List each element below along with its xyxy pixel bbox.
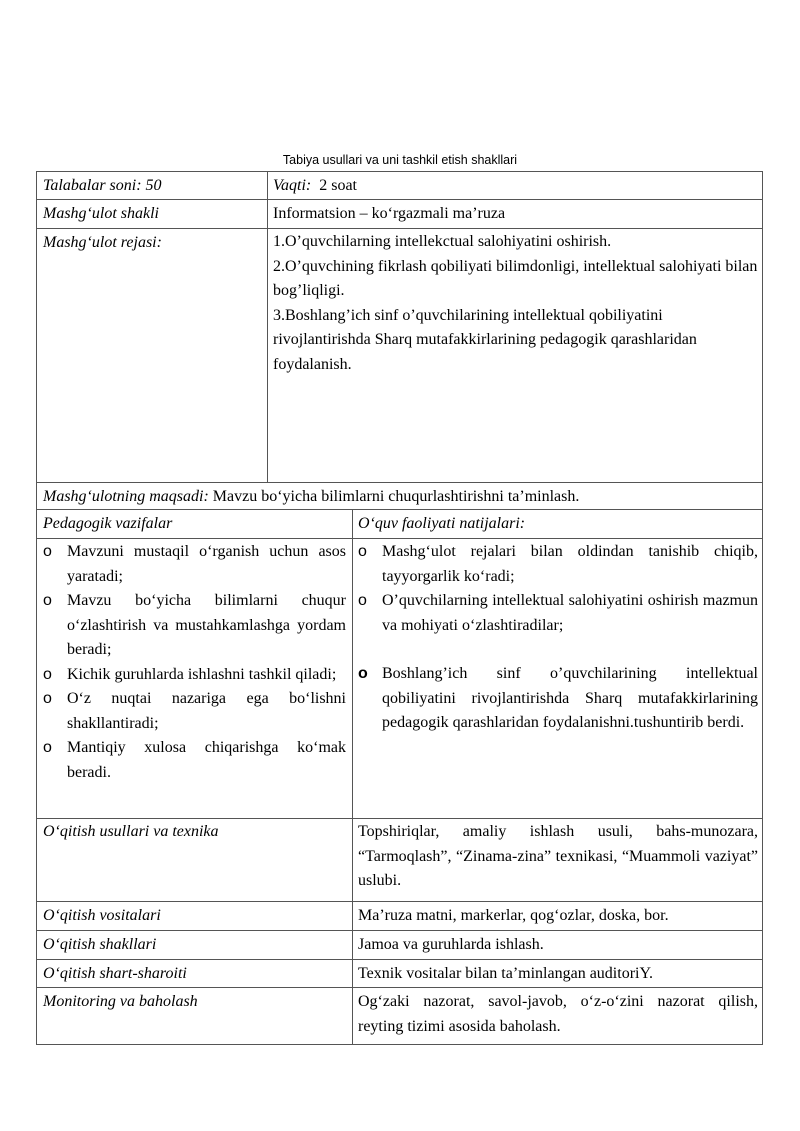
lesson-info-table <box>36 171 763 510</box>
row-label: O‘qitish usullari va texnika <box>43 823 219 840</box>
plan-item: 2.O’quvchining fikrlash qobiliyati bilimdonligi, intellektual salohiyati bilan bog’liqligi. <box>273 257 758 299</box>
goal-label: Mashg‘ulotning maqsadi: <box>43 488 209 505</box>
plan-item: 3.Boshlang’ich sinf o’quvchilarining intellektual qobiliyatini rivojlantirishda Sharq mutafakkirlarining pedagogik qarashlaridan foydalanish. <box>273 306 697 373</box>
row-label: O‘qitish vositalari <box>43 907 161 924</box>
list-item: o Mavzuni mustaqil o‘rganish uchun asos yaratadi; <box>43 543 346 585</box>
tasks-left-header: Pedagogik vazifalar <box>43 515 173 532</box>
students-count: Talabalar soni: 50 <box>43 177 162 194</box>
row-lesson-plan <box>37 229 762 482</box>
time-value: 2 soat <box>319 177 357 194</box>
page-header: Tabiya usullari va uni tashkil etish shakllari <box>282 153 518 167</box>
lesson-time <box>267 172 764 199</box>
list-item: o O‘z nuqtai nazariga ega bo‘lishni shakllantiradi; <box>43 690 346 732</box>
tasks-table <box>36 509 763 819</box>
row-value: Ma’ruza matni, markerlar, qog‘ozlar, doska, bor. <box>358 907 669 924</box>
monitoring-row <box>37 988 762 1046</box>
list-item: o Boshlang’ich sinf o’quvchilarining intellektual qobiliyatini rivojlantirishda Sharq mutafakkirlarining pedagogik qarashlaridan foydalanishni.tushuntirib berdi. <box>358 665 758 731</box>
methods-row <box>37 819 762 901</box>
conditions-row <box>37 960 762 987</box>
methods-table <box>36 818 763 1045</box>
learning-outcomes <box>352 539 764 820</box>
pedagogic-tasks <box>37 539 352 820</box>
list-item: o Mantiqiy xulosa chiqarishga ko‘mak beradi. <box>43 739 346 781</box>
list-item: o Mashg‘ulot rejalari bilan oldindan tanishib chiqib, tayyorgarlik ko‘radi; <box>358 543 758 585</box>
tasks-body-row <box>37 539 762 820</box>
plan-label: Mashg‘ulot rejasi: <box>43 234 162 251</box>
row-label: O‘qitish shakllari <box>43 936 157 953</box>
list-item: o Mavzu bo‘yicha bilimlarni chuqur o‘zlashtirish va mustahkamlashga yordam beradi; <box>43 592 346 658</box>
forms-row <box>37 931 762 959</box>
goal-value: Mavzu bo‘yicha bilimlarni chuqurlashtirishni ta’minlash. <box>212 488 580 505</box>
row-value: Topshiriqlar, amaliy ishlash usuli, bahs-munozara, “Tarmoqlash”, “Zinama-zina” texnikasi, “Muammoli vaziyat” uslubi. <box>358 823 758 889</box>
form-label: Mashg‘ulot shakli <box>43 205 159 222</box>
row-students-time <box>37 172 762 199</box>
list-item: o O’quvchilarning intellektual salohiyatini oshirish mazmun va mohiyati o‘zlashtiradilar; <box>358 592 758 634</box>
tasks-header-row <box>37 510 762 538</box>
row-label: Monitoring va baholash <box>43 993 198 1010</box>
row-value: Jamoa va guruhlarda ishlash. <box>358 936 544 953</box>
row-label: O‘qitish shart-sharoiti <box>43 965 187 982</box>
form-value: Informatsion – ko‘rgazmali ma’ruza <box>273 205 506 222</box>
row-lesson-form <box>37 200 762 228</box>
time-label: Vaqti: <box>273 177 312 194</box>
goal <box>37 483 764 511</box>
tasks-right-header: O‘quv faoliyati natijalari: <box>358 515 526 532</box>
plan-list <box>267 229 764 482</box>
row-value: Og‘zaki nazorat, savol-javob, o‘z-o‘zini nazorat qilish, reyting tizimi asosida baholash. <box>358 993 758 1035</box>
list-item: o Kichik guruhlarda ishlashni tashkil qiladi; <box>43 665 337 683</box>
row-value: Texnik vositalar bilan ta’minlangan auditoriY. <box>358 965 653 982</box>
row-lesson-goal <box>37 483 762 511</box>
tools-row <box>37 902 762 930</box>
plan-item: 1.O’quvchilarning intellekctual salohiyatini oshirish. <box>273 233 612 250</box>
